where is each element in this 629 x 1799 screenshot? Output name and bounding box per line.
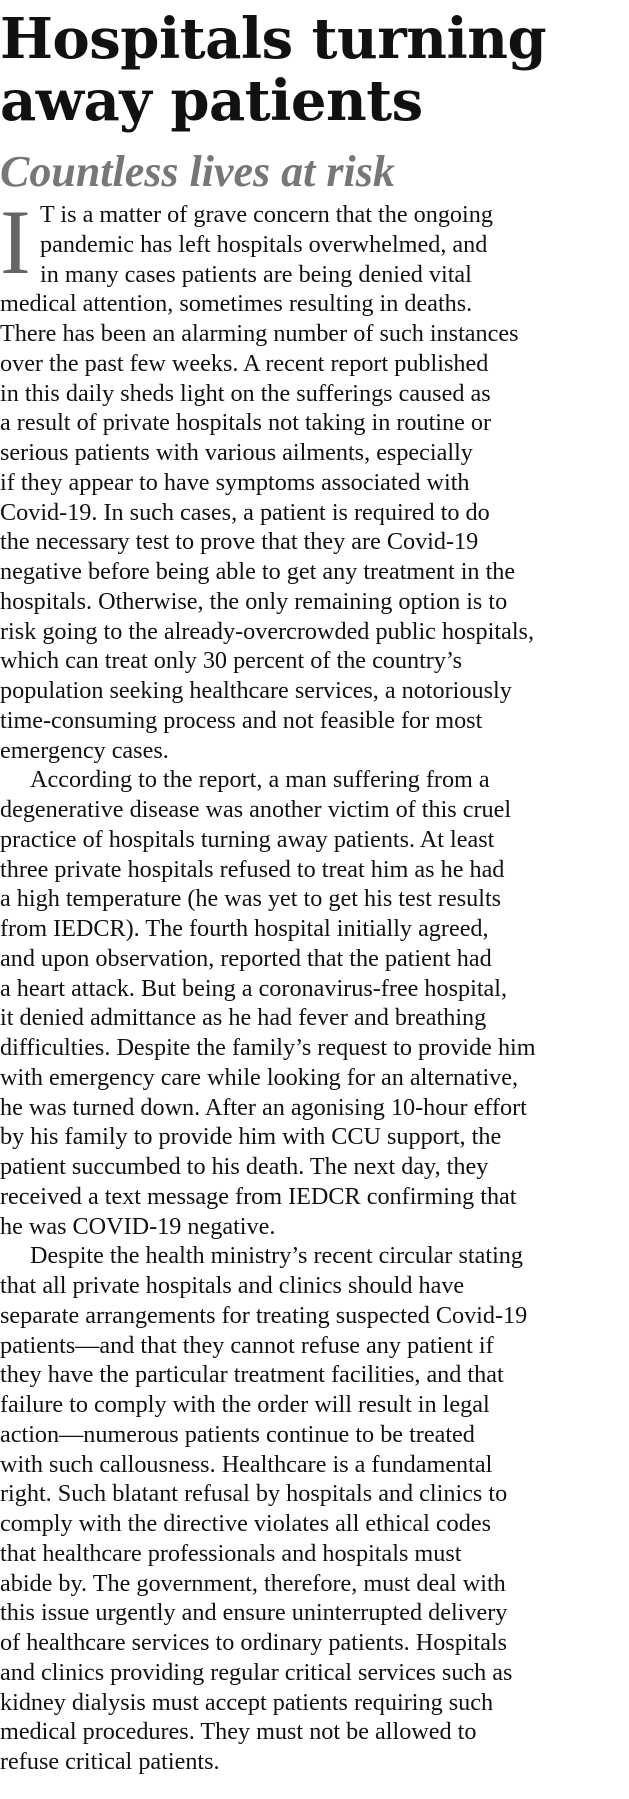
- paragraph-1-line: pandemic has left hospitals overwhelmed, and: [40, 230, 488, 258]
- paragraph-2-line: patient succumbed to his death. The next day, they: [0, 1153, 489, 1180]
- paragraph-1-line: There has been an alarming number of such instances: [0, 320, 519, 347]
- paragraph-3-line: that all private hospitals and clinics should have: [0, 1272, 465, 1299]
- paragraph-3-line: medical procedures. They must not be allowed to: [0, 1718, 477, 1746]
- paragraph-2-line: degenerative disease was another victim of this cruel: [0, 796, 512, 823]
- paragraph-2-line: three private hospitals refused to treat him as he had: [0, 855, 505, 883]
- paragraph-1-line: Covid-19. In such cases, a patient is required to do: [0, 498, 490, 526]
- paragraph-1-line: hospitals. Otherwise, the only remaining option is to: [0, 587, 508, 615]
- paragraph-2-line: with emergency care while looking for an alternative,: [0, 1063, 519, 1091]
- paragraph-1-line: in this daily sheds light on the sufferings caused as: [0, 379, 491, 407]
- paragraph-2-line: practice of hospitals turning away patients. At least: [0, 825, 495, 853]
- paragraph-3-line: refuse critical patients.: [0, 1748, 220, 1775]
- paragraph-1-line: medical attention, sometimes resulting in deaths.: [0, 290, 473, 318]
- subheadline: Countless lives at risk: [0, 147, 395, 196]
- paragraph-1-line: risk going to the already-overcrowded public hospitals,: [0, 617, 535, 645]
- paragraph-1-line: a result of private hospitals not taking in routine or: [0, 409, 492, 437]
- paragraph-1-line: T is a matter of grave concern that the ongoing: [40, 201, 493, 228]
- paragraph-2-line: a heart attack. But being a coronavirus-free hospital,: [0, 974, 508, 1002]
- paragraph-3-line: comply with the directive violates all ethical codes: [0, 1510, 491, 1537]
- paragraph-2-line: from IEDCR). The fourth hospital initially agreed,: [0, 915, 489, 942]
- article-body: [0, 191, 629, 1777]
- paragraph-1-line: in many cases patients are being denied vital: [40, 260, 472, 288]
- paragraph-2-line: and upon observation, reported that the patient had: [0, 944, 492, 972]
- headline: Hospitals turning away patients: [0, 6, 547, 134]
- paragraph-2-line: by his family to provide him with CCU support, the: [0, 1123, 502, 1151]
- paragraph-3-line: this issue urgently and ensure uninterrupted delivery: [0, 1599, 508, 1627]
- paragraph-3-line: right. Such blatant refusal by hospitals and clinics to: [0, 1480, 508, 1508]
- paragraph-1-line: if they appear to have symptoms associated with: [0, 468, 470, 496]
- paragraph-2-line: it denied admittance as he had fever and breathing: [0, 1004, 487, 1032]
- paragraph-3-line: kidney dialysis must accept patients requiring such: [0, 1688, 494, 1716]
- paragraph-3-line: and clinics providing regular critical services such as: [0, 1658, 513, 1686]
- paragraph-1-line: negative before being able to get any treatment in the: [0, 558, 516, 585]
- paragraph-3-line: they have the particular treatment facilities, and that: [0, 1361, 504, 1389]
- paragraph-1-line: the necessary test to prove that they are Covid-19: [0, 528, 479, 556]
- paragraph-3-line: action—numerous patients continue to be treated: [0, 1420, 475, 1448]
- paragraph-1-line: over the past few weeks. A recent report published: [0, 349, 489, 377]
- paragraph-1-line: emergency cases.: [0, 736, 169, 764]
- paragraph-2-line: difficulties. Despite the family’s request to provide him: [0, 1034, 536, 1061]
- paragraph-2-line: According to the report, a man suffering from a: [30, 766, 490, 794]
- drop-cap: I: [0, 191, 31, 293]
- paragraph-3-line: of healthcare services to ordinary patients. Hospitals: [0, 1629, 508, 1656]
- paragraph-2-line: a high temperature (he was yet to get his test results: [0, 885, 502, 913]
- paragraph-1-line: time-consuming process and not feasible for most: [0, 706, 483, 734]
- paragraph-3-line: patients—and that they cannot refuse any patient if: [0, 1331, 494, 1359]
- paragraph-3-line: abide by. The government, therefore, must deal with: [0, 1569, 506, 1597]
- paragraph-3-line: failure to comply with the order will result in legal: [0, 1391, 490, 1418]
- paragraph-3-line: separate arrangements for treating suspected Covid-19: [0, 1301, 528, 1329]
- paragraph-3-line: that healthcare professionals and hospitals must: [0, 1539, 462, 1567]
- paragraph-2-line: he was turned down. After an agonising 10-hour effort: [0, 1093, 527, 1121]
- paragraph-1-line: serious patients with various ailments, especially: [0, 439, 473, 466]
- paragraph-1-line: population seeking healthcare services, a notoriously: [0, 677, 512, 704]
- paragraph-2-line: received a text message from IEDCR confirming that: [0, 1182, 517, 1210]
- paragraph-3-line: with such callousness. Healthcare is a fundamental: [0, 1450, 493, 1478]
- paragraph-2-line: he was COVID-19 negative.: [0, 1212, 276, 1240]
- paragraph-1-line: which can treat only 30 percent of the country’s: [0, 647, 463, 675]
- paragraph-3-line: Despite the health ministry’s recent circular stating: [30, 1242, 523, 1270]
